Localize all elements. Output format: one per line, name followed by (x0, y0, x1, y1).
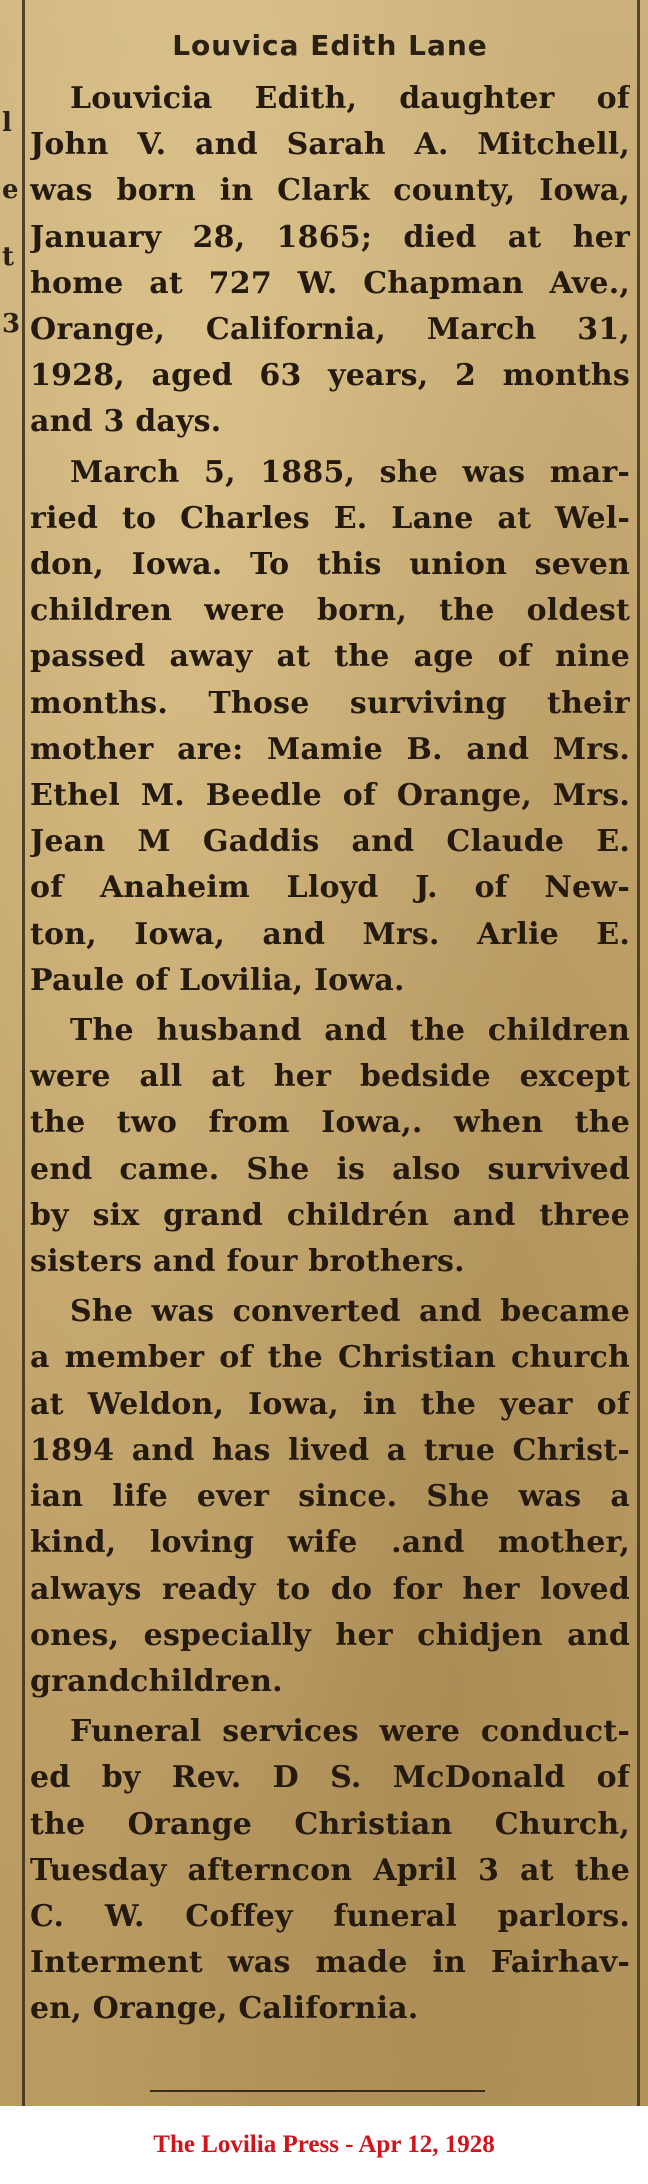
article-line: were all at her bedside except (30, 1059, 630, 1095)
article-line: Tuesday afterncon April 3 at the (30, 1852, 630, 1888)
article-line: ian life ever since. She was a (30, 1479, 630, 1515)
article-end-rule (150, 2090, 485, 2092)
adjacent-column-char: t (2, 242, 15, 272)
article-line: home at 727 W. Chapman Ave., (30, 265, 630, 301)
article-line: children were born, the oldest (30, 593, 630, 629)
article-line: sisters and four brothers. (30, 1244, 465, 1280)
article-line: the Orange Christian Church, (30, 1806, 630, 1842)
article-paragraph (30, 450, 630, 1004)
article-line: Orange, California, March 31, (30, 312, 630, 348)
adjacent-column-char (2, 358, 22, 425)
obituary-article (30, 16, 630, 2033)
adjacent-column-char (2, 693, 22, 760)
article-line: the two from Iowa,. when the (30, 1105, 630, 1141)
article-line: C. W. Coffey funeral parlors. (30, 1898, 630, 1934)
article-line: of Anaheim Lloyd J. of New- (30, 870, 630, 906)
article-line: at Weldon, Iowa, in the year of (30, 1386, 630, 1422)
article-line: Louvicia Edith, daughter of (70, 81, 630, 116)
article-line: was born in Clark county, Iowa, (30, 173, 630, 209)
article-line: March 5, 1885, she was mar- (70, 454, 630, 490)
article-line: passed away at the age of nine (30, 639, 630, 675)
article-line: 1928, aged 63 years, 2 months (30, 358, 630, 394)
article-line: January 28, 1865; died at her (30, 219, 630, 255)
article-line: John V. and Sarah A. Mitchell, (30, 127, 630, 163)
article-line: kind, loving wife .and mother, (30, 1525, 630, 1561)
article-headline: Louvica Edith Lane (172, 29, 488, 62)
article-paragraph (30, 1289, 630, 1705)
column-rule-left (22, 0, 25, 2106)
article-line: She was converted and became (70, 1294, 630, 1330)
article-line: ton, Iowa, and Mrs. Arlie E. (30, 916, 630, 952)
column-rule-right (637, 0, 640, 2106)
article-line: 1894 and has lived a true Christ- (30, 1432, 630, 1468)
article-line: en, Orange, California. (30, 1991, 419, 2027)
article-line: ried to Charles E. Lane at Wel- (30, 500, 630, 536)
article-line: Funeral services were conduct- (70, 1714, 630, 1750)
article-line: ones, especially her chidjen and (30, 1617, 630, 1653)
adjacent-column-char (2, 760, 22, 827)
article-paragraph (30, 1008, 630, 1285)
adjacent-column-char (2, 425, 22, 492)
article-body (30, 76, 630, 2033)
adjacent-column-fragments (0, 90, 22, 894)
adjacent-column-char (2, 827, 22, 894)
source-caption: The Lovilia Press - Apr 12, 1928 (0, 2106, 648, 2184)
article-line: grandchildren. (30, 1663, 283, 1699)
article-line: always ready to do for her loved (30, 1571, 630, 1607)
article-paragraph (30, 1709, 630, 2032)
article-line: Jean M Gaddis and Claude E. (30, 824, 630, 860)
article-paragraph (30, 76, 630, 446)
article-line: end came. She is also survived (30, 1151, 630, 1187)
article-line: months. Those surviving their (30, 685, 630, 721)
article-line: Interment was made in Fairhav- (30, 1945, 630, 1981)
article-line: a member of the Christian church (30, 1340, 630, 1376)
article-line: don, Iowa. To this union seven (30, 547, 630, 583)
article-line: by six grand childrén and three (30, 1197, 630, 1233)
adjacent-column-char (2, 492, 22, 559)
article-line: The husband and the children (70, 1013, 630, 1049)
article-line: Paule of Lovilia, Iowa. (30, 962, 405, 998)
adjacent-column-char: 3 (2, 309, 21, 339)
article-line: and 3 days. (30, 404, 222, 440)
adjacent-column-char (2, 626, 22, 693)
article-line: Ethel M. Beedle of Orange, Mrs. (30, 778, 630, 814)
article-line: mother are: Mamie B. and Mrs. (30, 731, 630, 767)
adjacent-column-char: l (2, 108, 12, 138)
article-line: ed by Rev. D S. McDonald of (30, 1760, 630, 1796)
adjacent-column-char (2, 559, 22, 626)
adjacent-column-char: e (2, 175, 19, 205)
